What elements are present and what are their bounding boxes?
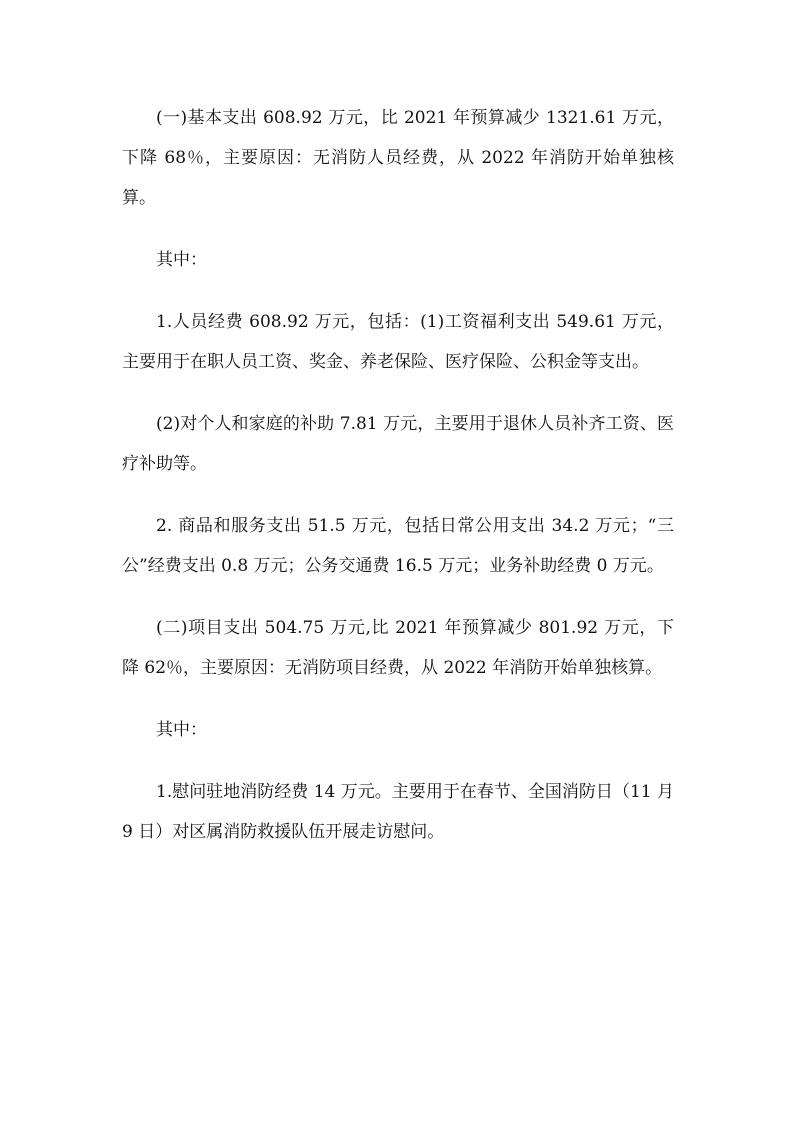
paragraph-basic-expenditure: (一)基本支出 608.92 万元，比 2021 年预算减少 1321.61 万元，下降 68％，主要原因：无消防人员经费，从 2022 年消防开始单独核算。 bbox=[122, 108, 674, 208]
paragraph-personnel-expenses: 1.人员经费 608.92 万元，包括：(1)工资福利支出 549.61 万元，主要用于在职人员工资、奖金、养老保险、医疗保险、公积金等支出。 bbox=[122, 312, 674, 372]
paragraph-gap bbox=[122, 688, 674, 710]
paragraph-gap bbox=[122, 280, 674, 302]
paragraph-among-1: 其中： bbox=[156, 250, 207, 270]
paragraph-goods-services: 2. 商品和服务支出 51.5 万元，包括日常公用支出 34.2 万元；“三公”经费支出 0.8 万元；公务交通费 16.5 万元；业务补助经费 0 万元。 bbox=[122, 516, 674, 576]
paragraph-gap bbox=[122, 484, 674, 506]
paragraph-subsidies: (2)对个人和家庭的补助 7.81 万元，主要用于退休人员补齐工资、医疗补助等。 bbox=[122, 414, 674, 474]
paragraph-gap bbox=[122, 382, 674, 404]
document-body bbox=[122, 98, 674, 852]
paragraph-gap bbox=[122, 218, 674, 240]
paragraph-among-2: 其中： bbox=[156, 720, 207, 740]
paragraph-gap bbox=[122, 586, 674, 608]
paragraph-fire-visit-funds: 1.慰问驻地消防经费 14 万元。主要用于在春节、全国消防日（11 月 9 日）对区属消防救援队伍开展走访慰问。 bbox=[122, 782, 674, 842]
paragraph-project-expenditure: (二)项目支出 504.75 万元,比 2021 年预算减少 801.92 万元，下降 62％，主要原因：无消防项目经费，从 2022 年消防开始单独核算。 bbox=[122, 618, 674, 678]
paragraph-gap bbox=[122, 750, 674, 772]
